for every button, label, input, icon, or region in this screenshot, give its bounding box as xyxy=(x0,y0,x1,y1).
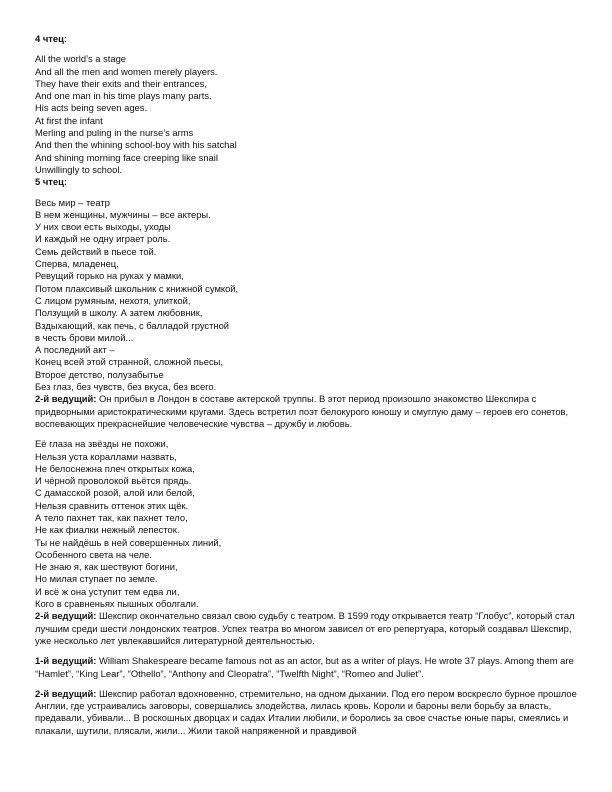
verse-line: А последний акт – xyxy=(35,344,115,356)
reader-5-label: 5 чтец: xyxy=(35,176,67,188)
verse-line: Без глаз, без чувств, без вкуса, без всего. xyxy=(35,381,217,393)
spacer xyxy=(35,45,580,53)
verse-line: Unwillingly to school. xyxy=(35,163,123,175)
verse-line: Весь мир – театр xyxy=(35,196,110,208)
verse-line: И чёрной проволокой вьётся прядь. xyxy=(35,475,192,487)
verse-line: Но милая ступает по земле. xyxy=(35,573,158,585)
verse-line: They have their exits and their entrances, xyxy=(35,77,207,89)
verse-line: Ты не найдёшь в ней совершенных линий, xyxy=(35,536,222,548)
spacer xyxy=(35,430,580,438)
verse-line: И каждый не одну играет роль. xyxy=(35,233,171,245)
paragraph-text: Шекспир работал вдохновенно, стремительно, на одном дыхании. Под его пером воскресло бурное прошлое Англии, где устраивались заговоры, совершались злодейства, лилась кровь. Короли и бароны вели борьбу за власть, предавали, убивали... В роскошных дворцах и садах Италии любили, и боролись за свое счастье юные пары, смеялись и плакали, шутили, плясали, жили... Жили такой напряженной и правдивой xyxy=(35,687,577,736)
spacer xyxy=(35,647,580,655)
verse-line: Конец всей этой странной, сложной пьесы, xyxy=(35,356,223,368)
verse-line: Ревущий горько на руках у мамки, xyxy=(35,270,184,282)
verse-line: Её глаза на звёзды не похожи, xyxy=(35,438,169,450)
verse-line: And then the whining school-boy with his satchal xyxy=(35,139,237,151)
verse-line: А тело пахнет так, как пахнет тело, xyxy=(35,511,188,523)
verse-line: Кого в сравненьях пышных оболгали. xyxy=(35,598,199,610)
verse-line: Вздыхающий, как печь, с балладой грустной xyxy=(35,319,230,331)
host-2-label: 2-й ведущий: xyxy=(35,687,97,699)
verse-line: And shining morning face creeping like snail xyxy=(35,151,218,163)
verse-line: And one man in his time plays many parts. xyxy=(35,90,212,102)
verse-line: Не белоснежна плеч открытых кожа, xyxy=(35,462,195,474)
document-page xyxy=(35,33,580,737)
verse-line: At first the infant xyxy=(35,114,103,126)
host-1-label: 1-й ведущий: xyxy=(35,655,97,667)
verse-line: Ползущий в школу. А затем любовник, xyxy=(35,307,203,319)
verse-line: And all the men and women merely players. xyxy=(35,65,218,77)
verse-line: С дамасской розой, алой или белой, xyxy=(35,487,195,499)
host-2-label: 2-й ведущий: xyxy=(35,393,97,405)
paragraph-text: Шекспир окончательно связал свою судьбу с театром. В 1599 году открывается театр “Глобус”, который стал лучшим среди шести лондонских театров. Успех театра во многом зависел от его репертуара, который создавал Шекспир, уже несколько лет увлекавшийся литературной деятельностью. xyxy=(35,610,575,646)
verse-line: И всё ж она уступит тем едва ли, xyxy=(35,585,180,597)
verse-line: Потом плаксивый школьник с книжной сумкой, xyxy=(35,282,239,294)
verse-line: Не знаю я, как шествуют богини, xyxy=(35,561,178,573)
verse-line: У них свои есть выходы, уходы xyxy=(35,221,171,233)
verse-line: Сперва, младенец, xyxy=(35,258,119,270)
verse-line: Нельзя сравнить оттенок этих щёк. xyxy=(35,499,189,511)
host-1-paragraph xyxy=(35,655,580,680)
verse-line: His acts being seven ages. xyxy=(35,102,148,114)
verse-line: Второе детство, полузабытье xyxy=(35,368,164,380)
verse-line: В нем женщины, мужчины – все актеры. xyxy=(35,208,211,220)
reader-4-verse xyxy=(35,53,580,176)
host-2-paragraph-3 xyxy=(35,688,580,737)
verse-line: Нельзя уста кораллами назвать, xyxy=(35,450,177,462)
spacer xyxy=(35,680,580,688)
verse-line: All the world’s a stage xyxy=(35,53,127,65)
verse-line: в честь брови милой... xyxy=(35,331,134,343)
reader-4-label: 4 чтец: xyxy=(35,33,67,44)
spacer xyxy=(35,189,580,197)
host-2-paragraph-2 xyxy=(35,610,580,647)
verse-line: С лицом румяным, нехотя, улиткой, xyxy=(35,294,191,306)
verse-line: Семь действий в пьесе той. xyxy=(35,245,157,257)
reader-5-verse xyxy=(35,197,580,394)
paragraph-text: Он прибыл в Лондон в составе актерской труппы. В этот период произошло знакомство Шекспира с придворными аристократическими кругами. Здесь встретил поэт белокурого юношу и смуглую даму – героев его сонетов, воспевающих прекраснейшие человеческие чувства – дружбу и любовь. xyxy=(35,393,569,429)
sonnet-verse xyxy=(35,438,580,610)
paragraph-text: William Shakespeare became famous not as an actor, but as a writer of plays. He wrote 37 plays. Among them are “Hamlet”, “King Lear”, “Othello”, “Anthony and Cleopatra”, “Twelfth Night”, “Romeo and Juliet”. xyxy=(35,655,574,679)
verse-line: Merling and puling in the nurse’s arms xyxy=(35,127,194,139)
host-2-label: 2-й ведущий: xyxy=(35,610,97,622)
host-2-paragraph-1 xyxy=(35,393,580,430)
verse-line: Не как фиалки нежный лепесток. xyxy=(35,524,180,536)
verse-line: Особенного света на челе. xyxy=(35,548,152,560)
